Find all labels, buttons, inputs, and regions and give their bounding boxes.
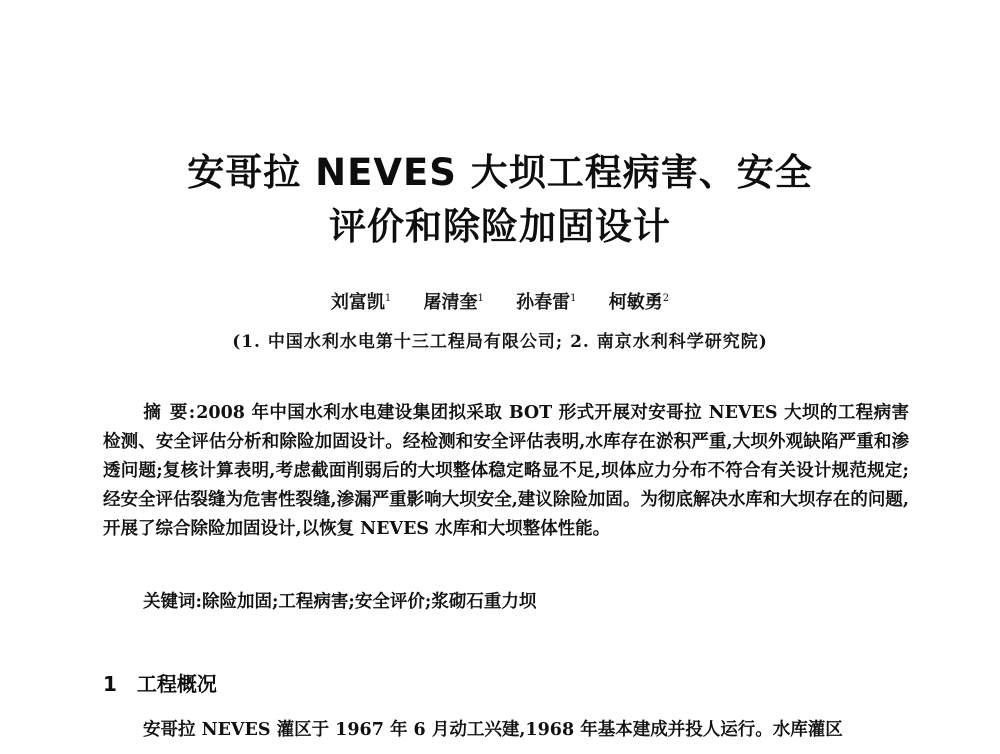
section-heading (103, 668, 217, 697)
abstract-label: 摘 要: (143, 403, 197, 423)
abstract-text: 2008 年中国水利水电建设集团拟采取 BOT 形式开展对安哥拉 NEVES 大坝的工程病害检测、安全评估分析和除险加固设计。经检测和安全评估表明,水库存在淤积严重,大坝外观缺陷严重和渗透问题;复核计算表明,考虑截面削弱后的大坝整体稳定略显不足,坝体应力分布不符合有关设计规范规定;经安全评估裂缝为危害性裂缝,渗漏严重影响大坝安全,建议除险加固。为彻底解决水库和大坝存在的问题,开展了综合除险加固设计,以恢复 NEVES 水库和大坝整体性能。 (103, 403, 909, 539)
author-name: 柯敏勇 (608, 292, 663, 313)
abstract (103, 399, 909, 544)
author (331, 292, 391, 313)
author-affiliation-mark: 2 (662, 293, 670, 304)
author (609, 292, 669, 313)
author-name: 屠清奎 (423, 292, 478, 313)
author-affiliation-mark: 1 (477, 293, 484, 304)
paper-title-line-2: 评价和除险加固设计 (329, 205, 671, 248)
section-number: 1 (103, 672, 117, 696)
paper-title-line-1: 安哥拉 NEVES 大坝工程病害、安全 (187, 151, 813, 194)
author-affiliation-mark: 1 (384, 293, 392, 304)
author-name: 孙春雷 (516, 292, 571, 313)
body-paragraph: 安哥拉 NEVES 灌区于 1967 年 6 月动工兴建,1968 年基本建成并投人运行。水库灌区 (143, 720, 843, 740)
author-list (0, 288, 1000, 314)
author-name: 刘富凯 (330, 292, 385, 313)
affiliations: (1. 中国水利水电第十三工程局有限公司; 2. 南京水利科学研究院) (232, 332, 768, 352)
author (423, 292, 483, 313)
author (516, 292, 576, 313)
author-affiliation-mark: 1 (570, 293, 577, 304)
keywords-label: 关键词: (143, 592, 202, 612)
section-title: 工程概况 (136, 672, 217, 696)
keywords-text: 除险加固;工程病害;安全评价;浆砌石重力坝 (201, 592, 537, 612)
keywords (143, 588, 903, 613)
